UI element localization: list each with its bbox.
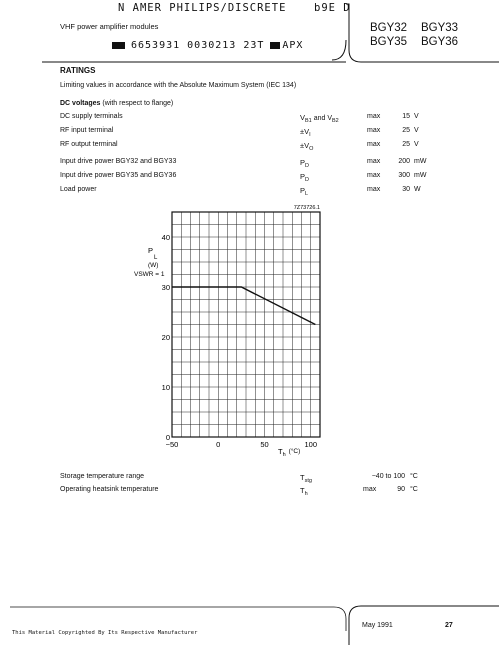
rating-label: RF input terminal <box>60 127 114 134</box>
rating-qualifier: max <box>367 186 381 193</box>
x-tick-label: −50 <box>165 440 179 449</box>
rating-symbol <box>300 172 309 183</box>
temperature-symbol-sub: stg <box>304 478 312 484</box>
barcode-suffix: APX <box>282 40 304 51</box>
power-derating-chart <box>100 200 370 465</box>
rating-symbol-sub: D <box>305 177 309 183</box>
x-tick-label: 50 <box>260 440 269 449</box>
y-tick-label: 0 <box>165 433 170 442</box>
temperature-qualifier: max <box>363 486 377 493</box>
rating-symbol-main: ±V <box>300 141 310 150</box>
temperature-unit: °C <box>410 473 418 480</box>
rating-symbol-sub: D <box>305 163 309 169</box>
type-bgy35: BGY35 <box>370 36 408 48</box>
rating-symbol <box>300 141 313 152</box>
dc-voltages-heading <box>60 100 173 107</box>
rating-symbol-main: P <box>300 172 306 181</box>
y-tick-label: 20 <box>161 333 170 342</box>
y-tick-label: 30 <box>161 283 170 292</box>
y-axis-label-sub: L <box>154 255 158 261</box>
temperature-symbol-sub: h <box>304 491 308 497</box>
rating-label: Load power <box>60 186 97 193</box>
chart-ticks <box>162 233 317 449</box>
rating-symbol-sub: I <box>309 132 311 138</box>
rating-unit: mW <box>414 172 427 179</box>
temperature-label: Operating heatsink temperature <box>60 486 159 493</box>
dc-voltages-note: (with respect to flange) <box>102 100 174 107</box>
temperature-unit: °C <box>410 486 418 493</box>
rating-label: Input drive power BGY35 and BGY36 <box>60 172 177 179</box>
document-code: b9E D <box>314 2 351 14</box>
copyright-notice: This Material Copyrighted By Its Respective Manufacturer <box>12 630 198 636</box>
temperature-symbol <box>300 486 308 497</box>
rating-symbol-main: V <box>300 113 306 122</box>
rating-symbol-main: P <box>300 158 306 167</box>
rating-unit: V <box>414 127 419 134</box>
type-bgy36: BGY36 <box>421 36 459 48</box>
rating-qualifier: max <box>367 113 381 120</box>
rating-symbol <box>300 113 339 124</box>
rating-qualifier: max <box>367 141 381 148</box>
y-axis-label-unit: (W) <box>148 262 159 269</box>
rating-symbol-main: ±V <box>300 127 310 136</box>
rating-symbol-main: P <box>300 186 306 195</box>
rating-label: DC supply terminals <box>60 113 123 120</box>
temperature-symbol <box>300 473 312 484</box>
temperature-symbol-main: T <box>300 486 305 495</box>
rating-symbol-sub2: B2 <box>332 118 339 124</box>
ratings-intro: Limiting values in accordance with the Absolute Maximum System (IEC 134) <box>60 82 297 89</box>
temperature-symbol-main: T <box>300 473 305 482</box>
y-axis-label-condition: VSWR = 1 <box>134 271 165 278</box>
x-axis-label-sub: h <box>282 452 286 458</box>
chart-series <box>172 287 315 325</box>
type-bgy32: BGY32 <box>370 22 408 34</box>
x-axis-label-symbol: T <box>278 447 283 456</box>
rating-qualifier: max <box>367 127 381 134</box>
rating-unit: V <box>414 113 419 120</box>
rating-symbol-tail: and V <box>311 115 332 122</box>
rating-symbol-sub: O <box>309 146 314 152</box>
issue-date: May 1991 <box>362 622 393 629</box>
rating-label: Input drive power BGY32 and BGY33 <box>60 158 177 165</box>
chart-grid <box>172 212 320 437</box>
rating-qualifier: max <box>367 158 381 165</box>
rating-value: 30 <box>402 186 410 193</box>
company-header: N AMER PHILIPS/DISCRETE <box>118 2 287 14</box>
rating-symbol <box>300 127 311 138</box>
rating-symbol-sub: L <box>305 191 309 197</box>
rating-unit: mW <box>414 158 427 165</box>
type-bgy33: BGY33 <box>421 22 459 34</box>
footer-frame <box>0 595 499 649</box>
y-tick-label: 40 <box>161 233 170 242</box>
rating-symbol <box>300 158 309 169</box>
x-tick-label: 100 <box>304 440 318 449</box>
rating-value: 15 <box>402 113 410 120</box>
product-line: VHF power amplifier modules <box>60 22 159 31</box>
rating-value: 300 <box>398 172 410 179</box>
dc-voltages-title: DC voltages <box>60 100 101 107</box>
temperature-label: Storage temperature range <box>60 473 145 480</box>
ratings-title: RATINGS <box>60 66 96 75</box>
x-axis-label <box>278 447 300 458</box>
page-number: 27 <box>445 622 453 629</box>
barcode-text: 6653931 0030213 23T <box>131 40 265 51</box>
x-tick-label: 0 <box>216 440 221 449</box>
rating-qualifier: max <box>367 172 381 179</box>
rating-unit: V <box>414 141 419 148</box>
rating-value: 200 <box>398 158 410 165</box>
figure-id: 7Z73726.1 <box>293 205 320 211</box>
rating-value: 25 <box>402 141 410 148</box>
y-axis-label-symbol: P <box>148 246 154 255</box>
derating-curve <box>172 287 315 325</box>
rating-symbol <box>300 186 308 197</box>
rating-unit: W <box>414 186 421 193</box>
rating-value: 25 <box>402 127 410 134</box>
rating-label: RF output terminal <box>60 141 118 148</box>
rating-symbol-sub: B1 <box>305 118 312 124</box>
x-axis-label-unit: (°C) <box>288 448 301 455</box>
temperature-value: −40 to 100 <box>371 473 405 480</box>
y-tick-label: 10 <box>161 383 170 392</box>
temperature-value: 90 <box>397 486 405 493</box>
